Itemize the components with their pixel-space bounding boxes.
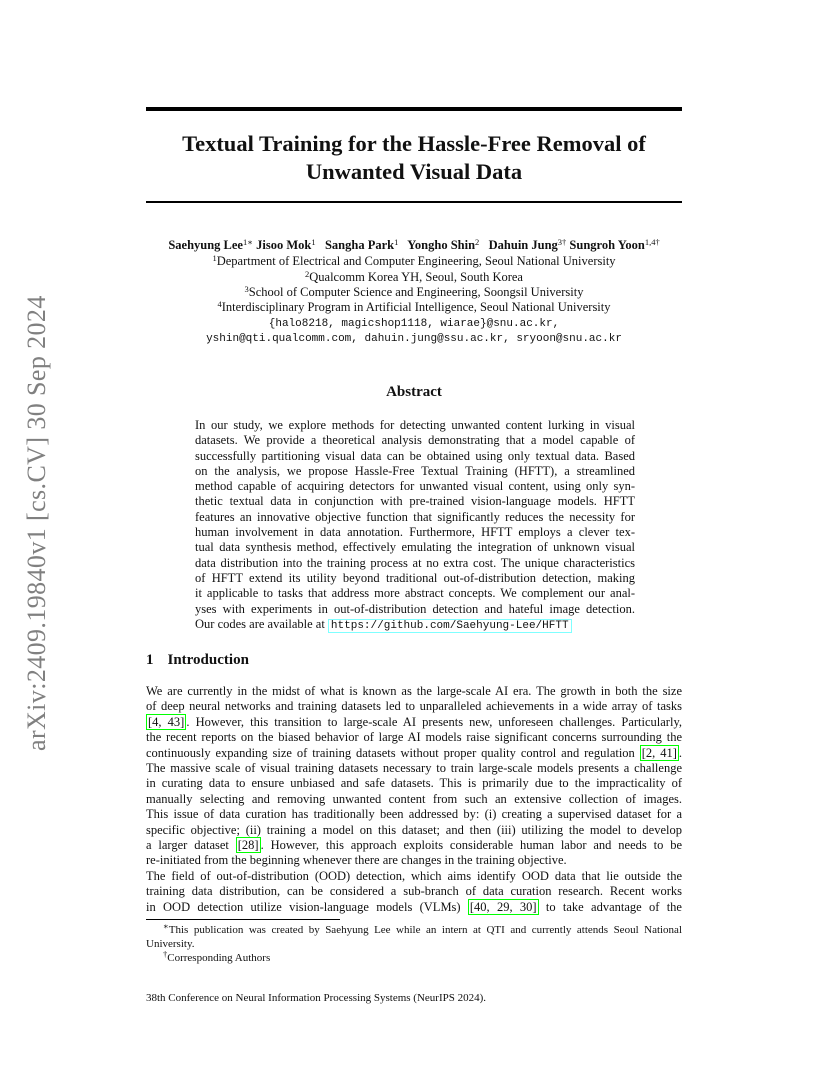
body-line: We are currently in the midst of what is known as the large-scale AI era. The growth in both the size: [146, 684, 682, 698]
body-text: continuously expanding size of training datasets without proper quality control and regulation: [146, 745, 635, 760]
body-line: specific objective; (ii) training a model on this dataset; and then (iii) utilizing the model to develop: [146, 822, 682, 837]
body-line: [146, 900, 682, 915]
citation-link[interactable]: [4, 43]: [148, 714, 185, 729]
footnote-line: [146, 949, 682, 966]
abstract-line: thetic textual data in conjunction with pre-trained vision-language models. HFTT: [195, 494, 635, 509]
affiliation-2: [110, 270, 718, 285]
author-affiliation-mark: 1: [311, 237, 316, 247]
affiliation-number: 4: [217, 299, 222, 309]
code-availability-text: Our codes are available at: [195, 616, 328, 631]
introduction-heading: [146, 651, 249, 669]
author-list: [110, 237, 718, 253]
footnote-1: [146, 921, 682, 951]
affiliation-text: Qualcomm Korea YH, Seoul, South Korea: [309, 270, 523, 284]
abstract-line: tual data synthesis method, effectively emulating the integration of unknown visual: [195, 540, 635, 555]
author-affiliation-mark: 1∗: [242, 237, 254, 247]
body-line: in curating data to ensure unbiased and safe datasets. This is primarily due to the impracticality of: [146, 776, 682, 791]
author-name: Jisoo Mok: [256, 238, 312, 252]
body-line: [146, 715, 682, 730]
body-line: [146, 838, 682, 853]
abstract-body: [195, 418, 635, 634]
footnote-line: University.: [146, 937, 195, 950]
abstract-line: human involvement in data annotation. Furthermore, HFTT employs a clever tex-: [195, 525, 635, 540]
title-top-rule: [146, 107, 682, 111]
affiliation-3: [110, 285, 718, 300]
code-repository-link[interactable]: https://github.com/Saehyung-Lee/HFTT: [328, 619, 572, 633]
author-name: Dahuin Jung: [488, 238, 558, 252]
conference-notice: 38th Conference on Neural Information Processing Systems (NeurIPS 2024).: [146, 992, 487, 1004]
footnote-text: This publication was created by Saehyung Lee while an intern at QTI and currently attends Seoul National: [168, 924, 682, 936]
abstract-line: data distribution into the training process at no extra cost. The unique characteristics: [195, 555, 635, 570]
footnote-text: Corresponding Authors: [167, 952, 271, 964]
author-affiliation-mark: 1: [394, 237, 399, 247]
affiliation-4: [110, 300, 718, 315]
author-affiliation-mark: 2: [475, 237, 480, 247]
abstract-line: yses with experiments in out-of-distribution detection and hateful image detection.: [195, 601, 635, 616]
body-line: training data distribution, can be considered a sub-branch of data curation research. Recent works: [146, 884, 682, 899]
introduction-paragraph-1: [146, 684, 682, 869]
body-text: to take advantage of the: [538, 899, 682, 914]
email-line-2: yshin@qti.qualcomm.com, dahuin.jung@ssu.ac.kr, sryoon@snu.ac.kr: [206, 333, 622, 345]
author-name: Sangha Park: [324, 238, 395, 252]
footnote-2: [146, 949, 682, 966]
abstract-line: successfully partitioning visual data can be obtained using only textual data. Based: [195, 448, 635, 463]
abstract-line: features an innovative objective function that significantly reduces the necessity for: [195, 509, 635, 524]
body-line: of deep neural networks and training datasets led to unparalleled achievements in a wide array of tasks: [146, 699, 682, 714]
citation-link[interactable]: [28]: [237, 838, 259, 853]
body-line: the recent reports on the biased behavior of large AI models raise significant concerns surrounding the: [146, 730, 682, 745]
abstract-last-line: [195, 617, 635, 634]
affiliation-text: Interdisciplinary Program in Artificial Intelligence, Seoul National University: [221, 300, 611, 314]
affiliation-number: 2: [305, 269, 310, 279]
abstract-line: of HFTT extend its utility beyond traditional out-of-distribution detection, making: [195, 570, 635, 585]
footnote-mark: †: [163, 949, 168, 959]
affiliation-text: School of Computer Science and Engineering, Soongsil University: [248, 285, 584, 299]
author-name: Saehyung Lee: [168, 238, 243, 252]
body-line: This issue of data curation has traditionally been addressed by: (i) creating a supervised dataset for a: [146, 807, 682, 822]
author-name: Yongho Shin: [407, 238, 476, 252]
affiliation-number: 1: [212, 253, 217, 263]
title-line-2: Unwanted Visual Data: [305, 159, 523, 184]
body-line: [146, 746, 682, 761]
affiliation-1: [110, 254, 718, 269]
footnote-line: [146, 921, 682, 938]
title-bottom-rule: [146, 201, 682, 203]
citation-link[interactable]: [2, 41]: [641, 745, 677, 760]
section-title: Introduction: [167, 652, 249, 668]
citation-link[interactable]: [40, 29, 30]: [469, 899, 537, 914]
body-text: a larger dataset: [146, 838, 236, 853]
body-line: re-initiated from the beginning whenever there are changes in the training objective.: [146, 853, 567, 868]
abstract-line: it applicable to tasks that address more abstract concepts. We complement our anal-: [195, 586, 635, 601]
section-number: 1: [146, 652, 154, 668]
title-line-1: Textual Training for the Hassle-Free Removal of: [182, 131, 646, 156]
affiliation-number: 3: [244, 284, 249, 294]
body-line: The massive scale of visual training datasets necessary to train large-scale models presents a challenge: [146, 761, 682, 776]
introduction-paragraph-2: [146, 869, 682, 915]
paper-title: [146, 130, 682, 186]
email-line-1: {halo8218, magicshop1118, wiarae}@snu.ac.kr,: [268, 318, 560, 330]
author-affiliation-mark: 1,4†: [644, 237, 660, 247]
abstract-line: method capable of acquiring detectors for unwanted visual content, using only syn-: [195, 479, 635, 494]
author-name: Sungroh Yoon: [569, 238, 645, 252]
arxiv-identifier-stamp: arXiv:2409.19840v1 [cs.CV] 30 Sep 2024: [22, 295, 51, 751]
abstract-line: datasets. We provide a theoretical analysis demonstrating that a model capable of: [195, 433, 635, 448]
abstract-heading: Abstract: [386, 384, 442, 400]
body-text: . However, this transition to large-scale AI presents new, unforeseen challenges. Particularly,: [186, 714, 683, 729]
author-affiliation-mark: 3†: [557, 237, 567, 247]
footnote-mark: ∗: [163, 921, 169, 931]
footnote-separator: [146, 919, 340, 920]
abstract-line: on the analysis, we propose Hassle-Free Textual Training (HFTT), a streamlined: [195, 463, 635, 478]
body-text: . However, this approach exploits considerable human labor and needs to be: [260, 838, 682, 853]
affiliation-text: Department of Electrical and Computer Engineering, Seoul National University: [216, 254, 616, 268]
body-text: in OOD detection utilize vision-language models (VLMs): [146, 899, 468, 914]
abstract-line: In our study, we explore methods for detecting unwanted content lurking in visual: [195, 418, 635, 432]
body-text: .: [678, 745, 683, 760]
body-line: The field of out-of-distribution (OOD) detection, which aims identify OOD data that lie outside the: [146, 869, 682, 883]
body-line: manually selecting and removing unwanted content from such an extensive collection of images.: [146, 791, 682, 806]
